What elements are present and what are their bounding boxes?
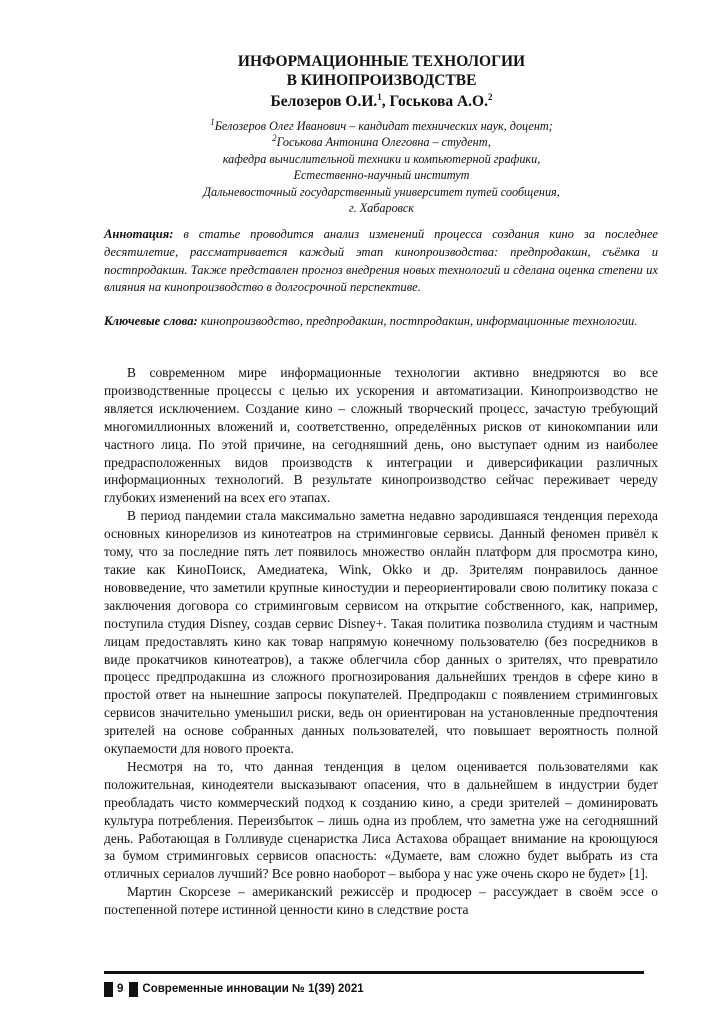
title-line-2: В КИНОПРОИЗВОДСТВЕ: [286, 72, 477, 89]
keywords: [104, 313, 658, 331]
abstract-label: Аннотация:: [104, 227, 174, 241]
affiliation-line-3: кафедра вычислительной техники и компьютерной графики,: [222, 151, 541, 166]
author-1: Белозеров О.И.: [270, 93, 378, 110]
footer-block-mark-2: [129, 982, 138, 997]
affiliation-line-6: г. Хабаровск: [349, 201, 414, 216]
page-number: 9: [117, 983, 124, 995]
paragraph-4: Мартин Скорсезе – американский режиссёр и продюсер – рассуждает в своём эссе о постепенной потере истинной ценности кино в следствие роста: [104, 884, 658, 918]
journal-name: Современные инновации № 1(39) 2021: [142, 983, 364, 995]
affiliation-line-1: [104, 118, 659, 134]
paragraph-2: В период пандемии стала максимально заметна недавно зародившаяся тенденция перехода основных кинорелизов из кинотеатров на стриминговые сервисы. Данный феномен привёл к тому, что за последние пять лет появилось множество онлайн платформ для просмотра кино, такие как КиноПоиск, Амедиатека, Wink, Okko и др. Зрителям понравилось данное нововведение, что заметили крупные киностудии и переориентировали свою политику показа с заключения договора со стриминговым сервисом на открытие собственного, как, например, поступила студия Disney, создав сервис Disney+. Такая политика позволила студиям и частным лицам предоставлять кино как товар напрямую конечному пользователю (без посредников в виде прокатчиков кинотеатров), а также облегчила сбор данных о зрителях, что превратило процесс предпродакшна из сложного прогнозирования дальнейших трендов в сфере кино в простой ответ на нынешние запросы покупателей. Предпродакш с появлением стриминговых сервисов значительно уменьшил риски, ведь он ориентирован на установленные предпочтения зрителей на основе собранных данных пользователей, что повышает вероятность полной окупаемости для нового проекта.: [104, 508, 658, 757]
author-1-sup: 1: [377, 91, 382, 102]
keywords-label: Ключевые слова:: [104, 314, 198, 328]
affiliation-2-text: Госькова Антонина Олеговна – студент,: [276, 135, 491, 150]
footer-rule: [104, 971, 644, 974]
author-2: Госькова А.О.: [389, 93, 488, 110]
affiliation-1-text: Белозеров Олег Иванович – кандидат технических наук, доцент;: [214, 119, 553, 133]
abstract: [104, 226, 658, 297]
paragraph-1: В современном мире информационные технологии активно внедряются во все производственные процессы с целью их ускорения и автоматизации. Кинопроизводство не является исключением. Создание кино – сложный творческий процесс, зачастую требующий многомиллионных вложений и, соответственно, определённых рисков от кинокомпании или частного лица. По этой причине, на сегодняшний день, оно выступает одним из наиболее предрасположенных видов производств к интеграции и диверсификации различных информационных технологий. В результате кинопроизводство сейчас переживает череду глубоких изменений на всех его этапах.: [104, 365, 658, 506]
body-text: [104, 364, 658, 919]
abstract-text: в статье проводится анализ изменений процесса создания кино за последнее десятилетие, рассматривается каждый этап кинопроизводства: предпродакшн, съёмка и постпродакшн. Также представлен прогноз внедрения новых технологий и сделана оценка степени их влияния на кинопроизводство в долгосрочной перспективе.: [104, 227, 658, 295]
affiliation-line-5: Дальневосточный государственный университет путей сообщения,: [203, 184, 560, 199]
author-list: [104, 92, 659, 111]
page-footer: [104, 981, 364, 997]
affiliation-line-4: Естественно-научный институт: [293, 168, 470, 183]
title-line-1: ИНФОРМАЦИОННЫЕ ТЕХНОЛОГИИ: [237, 53, 526, 70]
footer-block-mark: [104, 982, 113, 997]
affiliation-2-sup: 2: [272, 133, 277, 144]
keywords-text: кинопроизводство, предпродакшн, постпродакшн, информационные технологии.: [197, 314, 638, 328]
affiliation-1-sup: 1: [210, 116, 215, 127]
affiliations: [104, 118, 659, 216]
paper-title: [104, 52, 659, 90]
paragraph-3: Несмотря на то, что данная тенденция в целом оценивается пользователями как положительная, кинодеятели высказывают опасения, что в дальнейшем в индустрии будет преобладать чисто коммерческий подход к созданию кино, а среди зрителей – доминировать культура потребления. Переизбыток – лишь одна из проблем, что заметна уже на сегодняшний день. Работающая в Голливуде сценаристка Лиса Астахова обращает внимание на кроющуюся за бумом стриминговых сервисов опасность: «Думаете, вам сложно будет выбрать из ста отличных сериалов лучший? Все ровно наоборот – выбора у нас уже очень скоро не будет» [1].: [104, 758, 658, 882]
affiliation-line-2: [104, 134, 659, 150]
author-separator: ,: [381, 93, 390, 110]
author-2-sup: 2: [487, 91, 493, 102]
